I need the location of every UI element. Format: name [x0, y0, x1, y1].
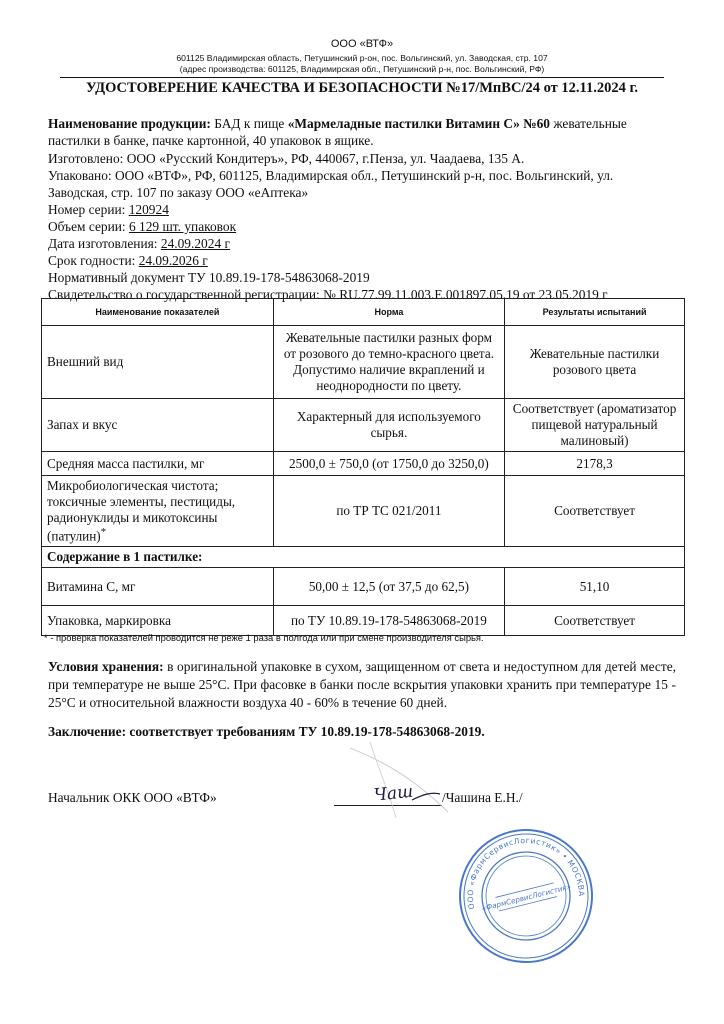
product-name-text2: жевательные [553, 116, 627, 131]
table-row [42, 476, 685, 547]
table-section-row [42, 547, 685, 568]
volume-line [48, 219, 236, 235]
storage-text: в оригинальной упаковке в сухом, защищенном от света и недоступном для детей месте, при температуре не выше 25°С. При фасовке в банки после вскрытия упаковки хранить при температуре 15 - 25°С и относительной влажности воздуха 40 - 60% в течение 60 дней. [48, 659, 676, 710]
expiry-value: 24.09.2026 г [138, 253, 208, 268]
row-name: Витамина С, мг [42, 568, 274, 606]
row-result: 51,10 [505, 568, 685, 606]
expiry-line [48, 253, 208, 269]
row-name: Средняя масса пастилки, мг [42, 452, 274, 476]
table-section-title: Содержание в 1 пастилке: [42, 547, 685, 568]
row-norm: по ТУ 10.89.19-178-54863068-2019 [273, 606, 504, 636]
table-header-row [42, 299, 685, 326]
batch-line [48, 202, 169, 218]
signature-text: Чаш [372, 781, 415, 806]
packed-line1: Упаковано: ООО «ВТФ», РФ, 601125, Владимирская обл., Петушинский р-н, пос. Вольгинский, ул. [48, 168, 614, 183]
company-stamp [456, 826, 596, 966]
batch-value: 120924 [128, 202, 169, 217]
row-name: Упаковка, маркировка [42, 606, 274, 636]
row-norm: Жевательные пастилки разных форм от розового до темно-красного цвета. Допустимо наличие вкраплений и неоднородности по цвету. [273, 326, 504, 399]
row-norm: 50,00 ± 12,5 (от 37,5 до 62,5) [273, 568, 504, 606]
storage-label: Условия хранения: [48, 659, 164, 674]
table-header-results: Результаты испытаний [505, 299, 685, 326]
table-row [42, 452, 685, 476]
row-norm: по ТР ТС 021/2011 [273, 476, 504, 547]
expiry-label: Срок годности: [48, 253, 139, 268]
table-row [42, 326, 685, 399]
document-title: УДОСТОВЕРЕНИЕ КАЧЕСТВА И БЕЗОПАСНОСТИ №17/МпВС/24 от 12.11.2024 г. [85, 80, 639, 96]
quality-table [41, 298, 685, 636]
row-norm: 2500,0 ± 750,0 (от 1750,0 до 3250,0) [273, 452, 504, 476]
table-row [42, 399, 685, 452]
table-header-norm: Норма [273, 299, 504, 326]
mfg-date-line [48, 236, 230, 252]
row-name: Запах и вкус [42, 399, 274, 452]
row-name: Внешний вид [42, 326, 274, 399]
row-result: Соответствует (ароматизатор пищевой натуральный малиновый) [505, 399, 685, 452]
conclusion: Заключение: соответствует требованиям ТУ 10.89.19-178-54863068-2019. [48, 724, 485, 739]
footnote: * - проверка показателей проводится не реже 1 раза в полгода или при смене производителя сырья. [44, 632, 484, 643]
mfg-date-label: Дата изготовления: [48, 236, 161, 251]
header-org: ООО «ВТФ» [330, 38, 394, 50]
batch-label: Номер серии: [48, 202, 129, 217]
product-name-bold: «Мармеладные пастилки Витамин С» №60 [287, 116, 550, 131]
stamp-center-text: «ФармСервисЛогистик» [480, 881, 572, 913]
product-name-line2: пастилки в банке, пачке картонной, 40 упаковок в ящике. [48, 133, 374, 148]
row-result: Соответствует [505, 606, 685, 636]
row-result: 2178,3 [505, 452, 685, 476]
registration-line: Свидетельство о государственной регистрации: № RU.77.99.11.003.Е.001897.05.19 от 23.05.2019 г [48, 287, 608, 302]
row-name-footnote-mark: * [100, 526, 107, 538]
packed-line2: Заводская, стр. 107 по заказу ООО «еАптека» [48, 185, 309, 200]
row-name [42, 476, 274, 547]
row-result: Жевательные пастилки розового цвета [505, 326, 685, 399]
storage-conditions [48, 658, 676, 712]
header-production-address: (адрес производства: 601125, Владимирская обл., Петушинский р-н, пос. Вольгинский, РФ) [179, 64, 545, 74]
norm-doc-line: Нормативный документ ТУ 10.89.19-178-54863068-2019 [48, 270, 370, 285]
signatory-name: /Чашина Е.Н./ [442, 790, 523, 805]
table-header-indicators: Наименование показателей [42, 299, 274, 326]
header-divider [60, 77, 664, 78]
row-result: Соответствует [505, 476, 685, 547]
product-name-label: Наименование продукции: [48, 116, 211, 131]
table-row [42, 568, 685, 606]
row-name-text: Микробиологическая чистота; токсичные элементы, пестициды, радионуклиды и микотоксины (патулин) [47, 478, 236, 544]
stamp-ring-text: ООО «ФармСервисЛогистик» • МОСКВА [465, 835, 587, 911]
signature-handwriting [340, 740, 460, 820]
product-name-line [48, 116, 627, 132]
volume-label: Объем серии: [48, 219, 129, 234]
signatory-position: Начальник ОКК ООО «ВТФ» [48, 790, 217, 805]
mfg-date-value: 24.09.2024 г [160, 236, 230, 251]
product-name-text1: БАД к пище [214, 116, 285, 131]
row-norm: Характерный для используемого сырья. [273, 399, 504, 452]
volume-value: 6 129 шт. упаковок [129, 219, 237, 234]
manufactured-line: Изготовлено: ООО «Русский Кондитеръ», РФ, 440067, г.Пенза, ул. Чаадаева, 135 А. [48, 151, 525, 166]
header-address: 601125 Владимирская область, Петушинский р-он, пос. Вольгинский, ул. Заводская, стр. 107 [176, 53, 548, 63]
